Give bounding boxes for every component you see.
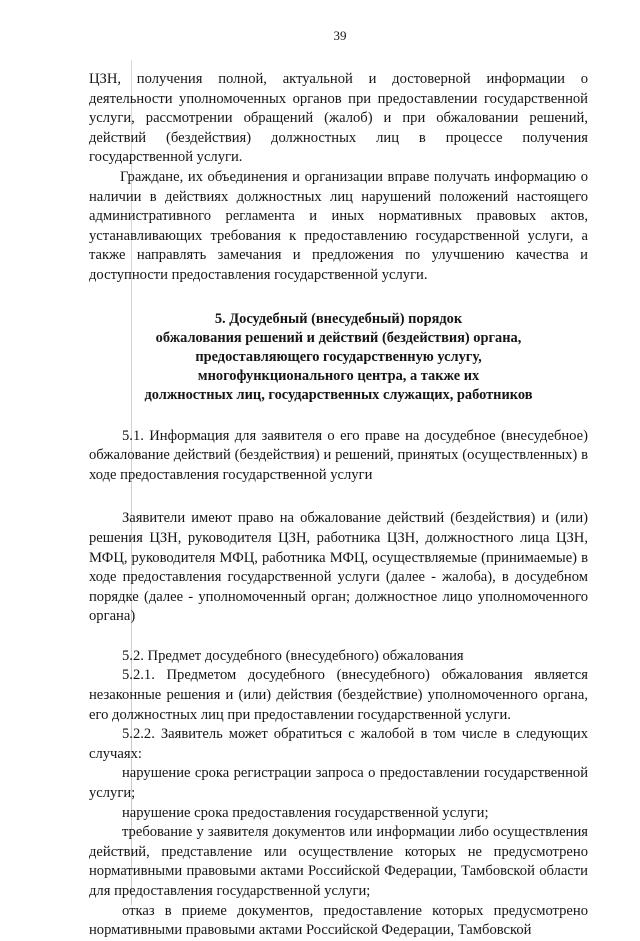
section-heading-line: обжалования решений и действий (бездействия) органа, — [155, 329, 522, 346]
paragraph-intro-continued: ЦЗН, получения полной, актуальной и достоверной информации о деятельности уполномоченных органов при предоставлении государственной услуги, рассмотрении обращений (жалоб) и при обжаловании решений, действий (бездействия) должностных лиц в процессе получения государственной услуги. — [89, 71, 588, 166]
list-item-service-delay: нарушение срока предоставления государственной услуги; — [122, 804, 489, 821]
paragraph-appeal-rights: Заявители имеют право на обжалование действий (бездействия) и (или) решения ЦЗН, руководителя ЦЗН, работника ЦЗН, должностного лица ЦЗН, МФЦ, руководителя МФЦ, работника МФЦ, осуществляемые (принимаемые) в ходе предоставления государственной услуги (далее - жалоба), в досудебном порядке (далее - уполномоченный орган; должностное лицо уполномоченного органа) — [89, 510, 588, 625]
section-heading-line: многофункционального центра, а также их — [197, 367, 480, 384]
page-number: 39 — [333, 28, 347, 43]
paragraph-5-2-2: 5.2.2. Заявитель может обратиться с жалобой в том числе в следующих случаях: — [89, 726, 588, 762]
paragraph-citizens-rights: Граждане, их объединения и организации вправе получать информацию о наличии в действиях должностных лиц нарушений положений настоящего административного регламента и иных нормативных правовых актов, устанавливающих требования к предоставлению государственной услуги, а также направлять замечания и предложения по улучшению качества и доступности предоставления государственной услуги. — [89, 168, 588, 283]
section-heading — [89, 310, 588, 405]
section-heading-line: 5. Досудебный (внесудебный) порядок — [214, 310, 463, 327]
section-heading-line: предоставляющего государственную услугу, — [195, 348, 482, 365]
list-item-document-refusal: отказ в приеме документов, предоставление которых предусмотрено нормативными правовыми актами Российской Федерации, Тамбовской — [89, 902, 588, 939]
list-item-registration-delay: нарушение срока регистрации запроса о предоставлении государственной услуги; — [89, 765, 588, 802]
paragraph-5-2-1: 5.2.1. Предметом досудебного (внесудебного) обжалования является незаконные решения и (или) действия (бездействие) уполномоченного органа, его должностных лиц при предоставлении государственной услуги. — [89, 667, 588, 723]
paragraph-5-1: 5.1. Информация для заявителя о его праве на досудебное (внесудебное) обжалование действий (бездействия) и решений, принятых (осуществленных) в ходе предоставления государственной услуги — [89, 427, 588, 483]
list-item-document-demand: требование у заявителя документов или информации либо осуществления действий, представление или осуществление которых не предусмотрено нормативными правовыми актами Российской Федерации, Тамбовской области для предоставления государственной услуги; — [89, 824, 588, 899]
paragraph-5-2: 5.2. Предмет досудебного (внесудебного) обжалования — [122, 647, 464, 664]
section-heading-line: должностных лиц, государственных служащих, работников — [144, 386, 533, 403]
document-body — [89, 70, 588, 941]
